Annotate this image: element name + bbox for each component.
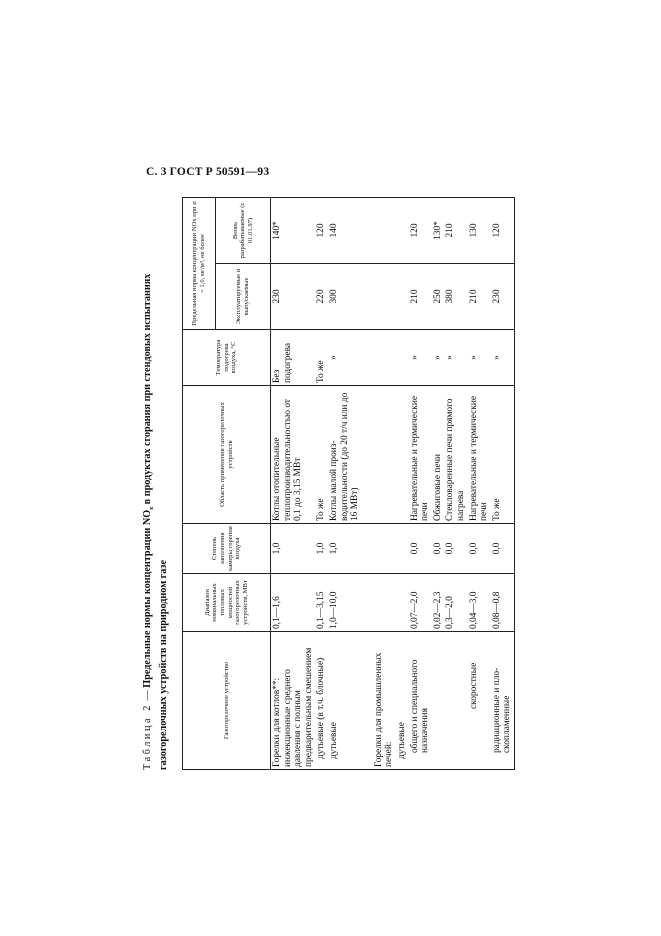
cell-operating: 300: [328, 264, 362, 330]
cell-operating: 380: [444, 264, 467, 330]
table-row: [444, 197, 467, 769]
cell-excess: 1,0: [328, 524, 362, 574]
table-row: [362, 197, 396, 769]
cell-application: То же: [491, 386, 515, 524]
cell-new: 120: [491, 197, 515, 263]
cell-new: 210: [444, 197, 467, 263]
caption-text-a: Предельные нормы концентрации NO: [142, 509, 153, 688]
header-limit-group: Предельная норма концентрации NOx при α = 1,0, мг/м³, не более: [183, 197, 216, 329]
cell-device: радиационные и плоскопламенные: [491, 632, 515, 770]
rotated-table-block: [140, 198, 513, 770]
cell-device: дутьевые: [328, 632, 362, 770]
caption-text-b: в продуктах сгорания при стендовых испытаниях газогорелочных устройств на природном газе: [142, 273, 170, 770]
cell-power: 0,04—3,0: [468, 574, 491, 632]
norms-table: [182, 197, 515, 770]
cell-application: Котлы малой производительности (до 20 т/ч или до 16 МВт): [328, 386, 362, 524]
header-air-temp: Температура подогрева воздуха, °С: [183, 330, 271, 386]
page-header: С. 3 ГОСТ Р 50591—93: [146, 166, 270, 178]
cell-application: Нагревательные и термические печи: [409, 386, 432, 524]
cell-power: 0,07—2,0: [409, 574, 432, 632]
cell-excess: 0,0: [444, 524, 467, 574]
cell-new: 140: [328, 197, 362, 263]
header-operating: Эксплуатируемые и выпускаемые: [216, 264, 271, 330]
cell-new: 140*: [271, 197, 316, 263]
cell-application: То же: [315, 386, 328, 524]
header-application: Область применения газогорелочных устройств: [183, 386, 271, 524]
cell-power: 1,0—10,0: [328, 574, 362, 632]
cell-power: 0,02—2,3: [432, 574, 445, 632]
cell-excess: 1,0: [315, 524, 328, 574]
cell-power: 0,1—1,6: [271, 574, 316, 632]
cell-new: 130*: [432, 197, 445, 263]
cell-power: 0,1—3,15: [315, 574, 328, 632]
caption-dash: —: [142, 687, 153, 704]
cell-device: скоростные: [468, 632, 491, 770]
cell-excess: 0,0: [491, 524, 515, 574]
cell-operating: 230: [491, 264, 515, 330]
cell-device: дутьевые (в т.ч. блочные): [315, 632, 328, 770]
cell-temp: »: [432, 330, 445, 386]
cell-excess: 0,0: [409, 524, 432, 574]
cell-application: Котлы отопительные теплопроизводительностью от 0,1 до 3,15 МВт: [271, 386, 316, 524]
table-row: [315, 197, 328, 769]
cell-power: 0,3—2,0: [444, 574, 467, 632]
table-row: [271, 197, 316, 769]
table-caption: [142, 198, 170, 770]
table-row: [491, 197, 515, 769]
cell-device: Горелки для котлов**: инжекционные среднего давления с полным предварительным смешением: [271, 632, 316, 770]
cell-temp: »: [491, 330, 515, 386]
cell-application: Стекловаренные печи прямого нагрева: [444, 386, 467, 524]
cell-temp: То же: [315, 330, 328, 386]
caption-subscript: x: [149, 506, 156, 510]
table-row: [328, 197, 362, 769]
header-power: Диапазон номинальных тепловых мощностей газогорелочных устройств, МВт: [183, 574, 271, 632]
table-row: [409, 197, 432, 769]
cell-application: Нагревательные и термические печи: [468, 386, 491, 524]
cell-new: 130: [468, 197, 491, 263]
cell-new: 120: [315, 197, 328, 263]
table-row: [468, 197, 491, 769]
header-new: Вновь разрабатываемые (с 01.01.97): [216, 197, 271, 263]
cell-device: общего и специального назначения: [409, 632, 432, 770]
cell-device: дутьевые: [396, 632, 409, 770]
table-row: [396, 197, 409, 769]
cell-application: Обжиговые печи: [432, 386, 445, 524]
cell-device: [432, 632, 445, 770]
cell-device: Горелки для промышленных печей:: [362, 632, 396, 770]
cell-new: 120: [409, 197, 432, 263]
table-row: [432, 197, 445, 769]
cell-temp: »: [328, 330, 362, 386]
header-device: Газогорелочное устройство: [183, 632, 271, 770]
cell-operating: 210: [409, 264, 432, 330]
cell-excess: 1,0: [271, 524, 316, 574]
cell-operating: 250: [432, 264, 445, 330]
cell-temp: Без подогрева: [271, 330, 316, 386]
caption-label: Таблица 2: [142, 703, 153, 770]
cell-operating: 210: [468, 264, 491, 330]
cell-excess: 0,0: [432, 524, 445, 574]
cell-operating: 230: [271, 264, 316, 330]
header-excess-air: Степень заполнения камеры горения воздуха: [183, 524, 271, 574]
cell-temp: »: [409, 330, 432, 386]
cell-excess: 0,0: [468, 524, 491, 574]
cell-power: 0,08—0,8: [491, 574, 515, 632]
cell-temp: »: [444, 330, 467, 386]
cell-device: [444, 632, 467, 770]
cell-operating: 220: [315, 264, 328, 330]
cell-temp: »: [468, 330, 491, 386]
